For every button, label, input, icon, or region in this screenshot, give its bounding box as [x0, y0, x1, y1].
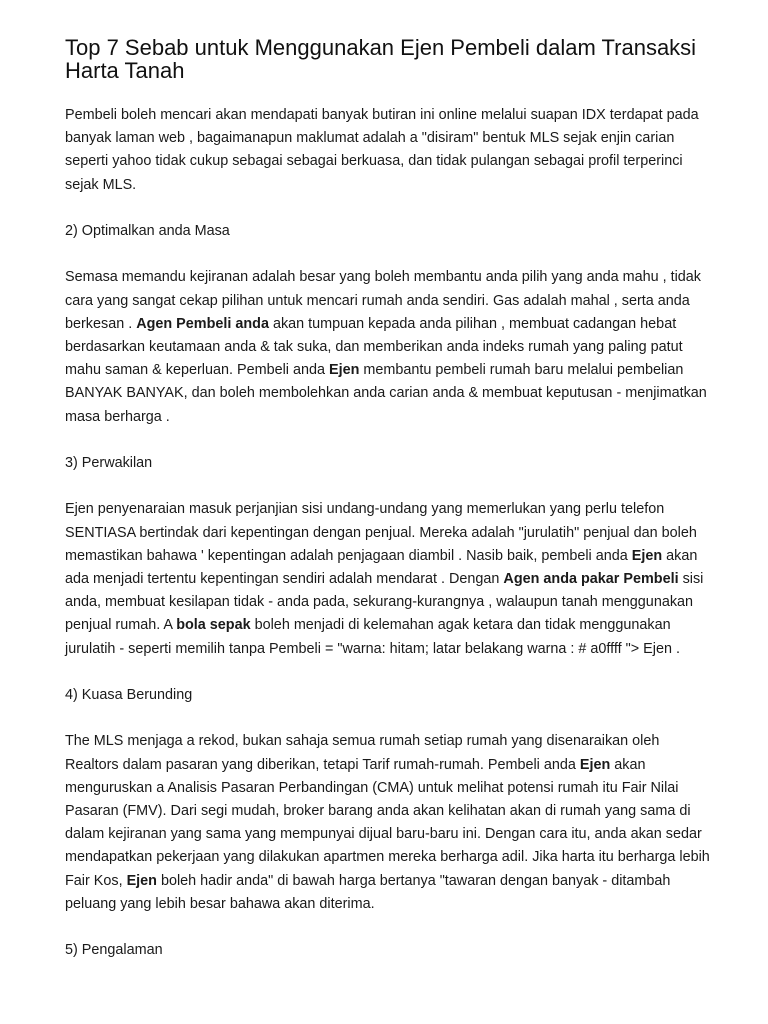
section-heading-5: 5) Pengalaman [65, 942, 163, 959]
text-run: Ejen penyenaraian masuk perjanjian sisi undang-undang yang memerlukan yang perlu telefon SENTIASA bertindak dari kepentingan dengan penjual. Mereka adalah "jurulatih" penjual dan boleh memastikan bahawa ' kepentingan adalah penjagaan diambil . Nasib baik, pembeli anda [65, 501, 697, 564]
bold-run: Agen anda pakar Pembeli [503, 571, 679, 587]
text-run: akan tumpuan kepada anda pilihan , membuat cadangan hebat berdasarkan keutamaan anda & tak suka, dan memberikan anda indeks rumah yang paling patut mahu saman & keperluan. Pembeli anda [65, 315, 683, 379]
section-heading-3: 3) Perwakilan [65, 455, 153, 471]
text-run: membantu pembeli rumah baru melalui pembelian BANYAK BANYAK, dan boleh membolehkan anda carian anda & membuat keputusan - menjimatkan masa berharga . [65, 362, 707, 425]
text-run: The MLS menjaga a rekod, bukan sahaja semua rumah setiap rumah yang disenaraikan oleh Realtors dalam pasaran yang diberikan, tetapi Tarif rumah-rumah. Pembeli anda [65, 733, 660, 773]
bold-run: Ejen [579, 756, 611, 773]
bold-run: Agen Pembeli anda [136, 315, 269, 332]
paragraph-section-4 [65, 730, 715, 916]
bold-run: Ejen [329, 362, 360, 379]
text-run: boleh menjadi di kelemahan agak ketara dan tidak menggunakan jurulatih - seperti memilih tanpa Pembeli = "warna: hitam; latar belakang warna : # a0ffff "> Ejen . [65, 617, 680, 657]
bold-run: Ejen [631, 547, 663, 564]
document-title: Top 7 Sebab untuk Menggunakan Ejen Pembeli dalam Transaksi Harta Tanah [65, 35, 697, 83]
document-page [65, 36, 715, 986]
text-run: akan menguruskan a Analisis Pasaran Perbandingan (CMA) untuk melihat potensi rumah itu Fair Nilai Pasaran (FMV). Dari segi mudah, broker barang anda akan kelihatan akan di rumah yang sama di dalam kejiranan yang sama yang mempunyai dijual baru-baru ini. Dengan cara itu, anda akan sedar mendapatkan pekerjaan yang dilakukan apartmen mereka berharga adil. Jika harta itu berharga lebih Fair Kos, [65, 756, 710, 889]
bold-run: bola sepak [176, 617, 251, 634]
paragraph-section-3 [65, 498, 715, 660]
section-heading-2: 2) Optimalkan anda Masa [65, 223, 230, 239]
paragraph-intro: Pembeli boleh mencari akan mendapati banyak butiran ini online melalui suapan IDX terdapat pada banyak laman web , bagaimanapun maklumat adalah a "disiram" bentuk MLS sejak enjin carian seperti yahoo tidak cukup sebagai sebagai berkuasa, dan tidak pulangan sebagai profil terperinci sejak MLS. [65, 107, 699, 193]
section-heading-4: 4) Kuasa Berunding [65, 687, 193, 703]
bold-run: Ejen [126, 872, 157, 889]
text-run: Semasa memandu kejiranan adalah besar yang boleh membantu anda pilih yang anda mahu , tidak cara yang sangat cekap pilihan untuk mencari rumah anda sendiri. Gas adalah mahal , serta anda berkesan . [65, 269, 701, 332]
text-run: akan ada menjadi tertentu kepentingan sendiri adalah mendarat . Dengan [65, 547, 698, 587]
paragraph-section-2 [65, 266, 715, 428]
text-run: boleh hadir anda" di bawah harga bertanya "tawaran dengan banyak - ditambah peluang yang lebih besar bahawa akan diterima. [65, 872, 671, 912]
text-run: sisi anda, membuat kesilapan tidak - anda pada, sekurang-kurangnya , walaupun tanah menggunakan penjual rumah. A [65, 571, 704, 634]
